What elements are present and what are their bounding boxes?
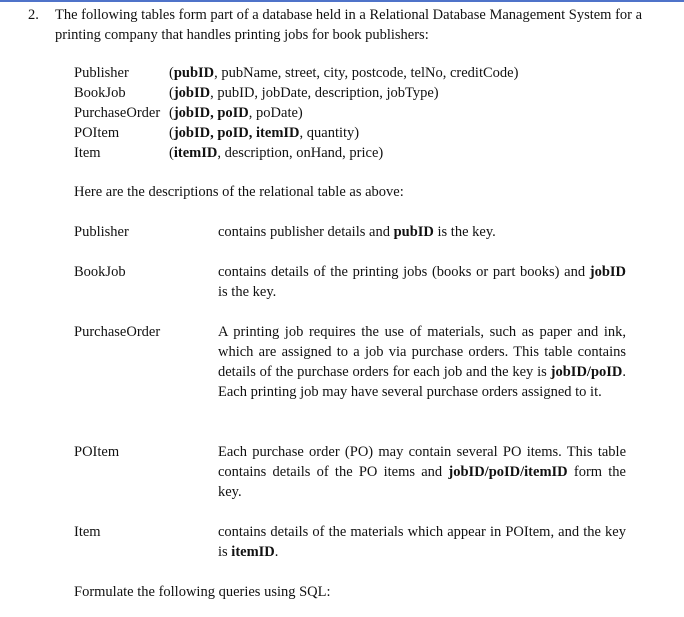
schema-other-attrs: , poDate) bbox=[248, 105, 303, 121]
description-text-part: Each purchase order (PO) may contain several PO items. This table contains details of the PO items and bbox=[218, 444, 626, 480]
description-text bbox=[218, 322, 626, 402]
description-table-name: PurchaseOrder bbox=[74, 324, 161, 340]
description-text bbox=[218, 262, 626, 302]
description-key: pubID bbox=[393, 224, 434, 240]
question-intro: The following tables form part of a database held in a Relational Database Management System for a printing company that handles printing jobs for book publishers: bbox=[55, 7, 643, 43]
schema-attributes: (itemID, description, onHand, price) bbox=[169, 145, 384, 161]
schema-table-name: POItem bbox=[74, 125, 120, 141]
schema-key-attrs: jobID, poID, itemID bbox=[173, 125, 300, 141]
descriptions-intro: Here are the descriptions of the relational table as above: bbox=[74, 184, 404, 200]
description-table-name: POItem bbox=[74, 444, 120, 460]
description-text-part: is the key. bbox=[218, 284, 277, 300]
schema-table-name: Item bbox=[74, 145, 101, 161]
description-text-part: contains details of the printing jobs (books or part books) and bbox=[218, 264, 590, 280]
schema-other-attrs: , pubID, jobDate, description, jobType) bbox=[210, 85, 439, 101]
schema-attributes: (jobID, poID, itemID, quantity) bbox=[169, 125, 360, 141]
schema-key-attrs: jobID bbox=[173, 85, 211, 101]
top-border-line bbox=[0, 0, 684, 2]
description-text-part: contains details of the materials which appear in POItem, and the key is bbox=[218, 524, 626, 560]
description-text-part: . bbox=[274, 544, 279, 560]
description-key: itemID bbox=[231, 544, 275, 560]
description-key: jobID/poID bbox=[550, 364, 623, 380]
schema-key-attrs: itemID bbox=[173, 145, 218, 161]
schema-other-attrs: , quantity) bbox=[299, 125, 360, 141]
schema-table-name: Publisher bbox=[74, 65, 129, 81]
description-key: jobID bbox=[589, 264, 626, 280]
schema-other-attrs: , description, onHand, price) bbox=[217, 145, 384, 161]
description-text bbox=[218, 442, 626, 502]
description-key: jobID/poID/itemID bbox=[448, 464, 568, 480]
description-text-part: contains publisher details and bbox=[218, 224, 394, 240]
description-text bbox=[218, 222, 626, 242]
queries-instruction: Formulate the following queries using SQL: bbox=[74, 584, 331, 600]
question-number: 2. bbox=[28, 7, 39, 23]
schema-attributes: (pubID, pubName, street, city, postcode, telNo, creditCode) bbox=[169, 65, 519, 81]
schema-attributes: (jobID, poID, poDate) bbox=[169, 105, 303, 121]
schema-attributes: (jobID, pubID, jobDate, description, jobType) bbox=[169, 85, 439, 101]
description-table-name: Item bbox=[74, 524, 101, 540]
description-table-name: Publisher bbox=[74, 224, 129, 240]
schema-key-attrs: jobID, poID bbox=[173, 105, 249, 121]
schema-other-attrs: , pubName, street, city, postcode, telNo, creditCode) bbox=[214, 65, 519, 81]
schema-key-attrs: pubID bbox=[173, 65, 215, 81]
description-table-name: BookJob bbox=[74, 264, 126, 280]
description-text bbox=[218, 522, 626, 562]
description-text-part: is the key. bbox=[433, 224, 496, 240]
schema-table-name: PurchaseOrder bbox=[74, 105, 161, 121]
description-text-part: . Each printing job may have several purchase orders assigned to it. bbox=[218, 364, 626, 400]
description-text-part: form the key. bbox=[218, 464, 626, 500]
schema-table-name: BookJob bbox=[74, 85, 126, 101]
description-text-part: A printing job requires the use of materials, such as paper and ink, which are assigned to a job via purchase orders. This table contains details of the purchase orders for each job and the key is bbox=[218, 324, 626, 380]
